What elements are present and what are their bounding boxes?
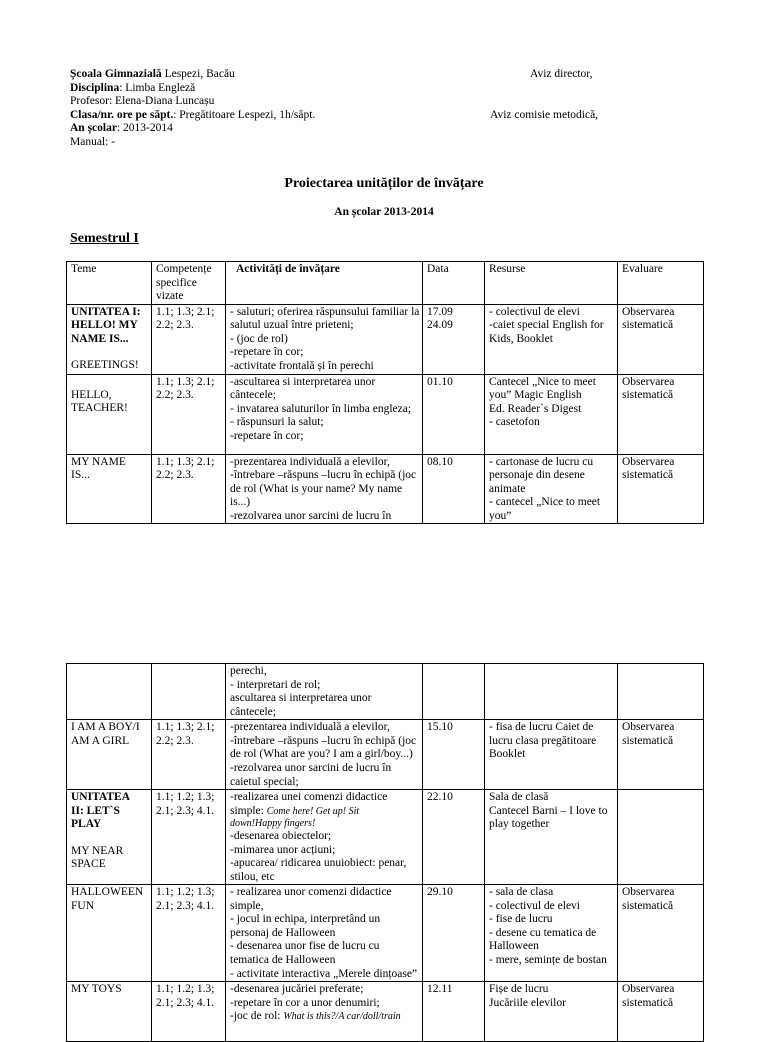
cell-evaluare: Observarea sistematică [618, 374, 704, 454]
cell-competente [152, 664, 226, 720]
cell-data: 15.10 [423, 720, 485, 790]
cell-activitati: -prezentarea individuală a elevilor, -întrebare –răspuns –lucru în echipă (joc de rol (What is your name? My name is...) -rezolvarea unor sarcini de lucru în [226, 454, 423, 524]
header-data: Data [423, 262, 485, 305]
document-title: Proiectarea unităților de învățare [284, 176, 484, 191]
table-row [67, 790, 704, 885]
cell-data: 01.10 [423, 374, 485, 454]
cell-activitati: -realizarea unei comenzi didactice simple: Come here! Get up! Sit down!Happy fingers! -desenarea obiectelor; -mimarea unor acțiuni; -apucarea/ ridicarea unuiobiect: penar, stilou, etc [226, 790, 423, 885]
header-class-line [70, 109, 710, 123]
cell-evaluare: Observarea sistematică [618, 885, 704, 982]
header-teme: Teme [67, 262, 152, 305]
director-approval: Aviz director, [530, 68, 593, 80]
cell-data: 08.10 [423, 454, 485, 524]
cell-teme: I AM A BOY/I AM A GIRL [67, 720, 152, 790]
cell-resurse [485, 664, 618, 720]
table-row [67, 982, 704, 1042]
table-row [67, 885, 704, 982]
cell-data: 17.09 24.09 [423, 304, 485, 374]
commission-approval: Aviz comisie metodică, [490, 108, 599, 121]
cell-activitati: -desenarea jucăriei preferate; -repetare în cor a unor denumiri; -joc de rol: What is this?/A car/doll/train [226, 982, 423, 1042]
discipline-value: : Limba Engleză [119, 81, 196, 94]
cell-competente: 1.1; 1.3; 2.1; 2.2; 2.3. [152, 304, 226, 374]
cell-activitati: -prezentarea individuală a elevilor, -întrebare –răspuns –lucru în echipă (joc de rol (What are you? I am a girl/boy...) -rezolvarea unor sarcini de lucru în caietul special; [226, 720, 423, 790]
table-row [67, 720, 704, 790]
school-label: Școala Gimnazială [70, 68, 162, 80]
header-competente: Competențe specifice vizate [152, 262, 226, 305]
cell-teme: MY TOYS [67, 982, 152, 1042]
cell-competente: 1.1; 1.2; 1.3; 2.1; 2.3; 4.1. [152, 982, 226, 1042]
cell-evaluare: Observarea sistematică [618, 304, 704, 374]
cell-competente: 1.1; 1.3; 2.1; 2.2; 2.3. [152, 454, 226, 524]
cell-data: 12.11 [423, 982, 485, 1042]
planning-table-part1 [66, 261, 704, 524]
cell-evaluare: Observarea sistematică [618, 982, 704, 1042]
cell-competente: 1.1; 1.2; 1.3; 2.1; 2.3; 4.1. [152, 790, 226, 885]
cell-teme: UNITATEA II: LET`S PLAY MY NEAR SPACE [67, 790, 152, 885]
header-teacher-line [70, 95, 710, 109]
cell-teme: HALLOWEEN FUN [67, 885, 152, 982]
cell-teme [67, 664, 152, 720]
cell-resurse: - colectivul de elevi -caiet special English for Kids, Booklet [485, 304, 618, 374]
cell-evaluare [618, 790, 704, 885]
cell-evaluare: Observarea sistematică [618, 454, 704, 524]
cell-teme: HELLO, TEACHER! [67, 374, 152, 454]
semester-heading: Semestrul I [70, 231, 139, 246]
class-value: : Pregătitoare Lespezi, 1h/săpt. [173, 108, 316, 121]
manual-label: Manual: - [70, 135, 116, 148]
cell-data [423, 664, 485, 720]
document-header [70, 68, 710, 149]
header-resurse: Resurse [485, 262, 618, 305]
table-row [67, 304, 704, 374]
header-evaluare: Evaluare [618, 262, 704, 305]
cell-resurse: Fișe de lucru Jucăriile elevilor [485, 982, 618, 1042]
teacher-value: Elena-Diana Luncașu [112, 95, 215, 107]
cell-data: 22.10 [423, 790, 485, 885]
cell-teme: MY NAME IS... [67, 454, 152, 524]
year-label: An școlar [70, 122, 117, 134]
cell-competente: 1.1; 1.2; 1.3; 2.1; 2.3; 4.1. [152, 885, 226, 982]
table-row [67, 664, 704, 720]
year-value: : 2013-2014 [116, 122, 173, 134]
cell-activitati: -ascultarea si interpretarea unor cântecele; - invatarea saluturilor în limba engleza; - răspunsuri la salut; -repetare în cor; [226, 374, 423, 454]
discipline-label: Disciplina [70, 81, 120, 94]
cell-teme: UNITATEA I: HELLO! MY NAME IS... GREETINGS! [67, 304, 152, 374]
cell-data: 29.10 [423, 885, 485, 982]
header-manual-line [70, 136, 710, 150]
cell-competente: 1.1; 1.3; 2.1; 2.2; 2.3. [152, 720, 226, 790]
document-subtitle: An școlar 2013-2014 [334, 206, 434, 218]
cell-resurse: Cantecel „Nice to meet you” Magic English Ed. Reader`s Digest - casetofon [485, 374, 618, 454]
header-discipline-line [70, 82, 710, 96]
table-row [67, 454, 704, 524]
cell-activitati: - realizarea unor comenzi didactice simple, - jocul in echipa, interpretând un personaj de Halloween - desenarea unor fise de lucru cu tematica de Halloween - activitate interactiva „Merele dințoase” [226, 885, 423, 982]
cell-resurse: - sala de clasa - colectivul de elevi - fise de lucru - desene cu tematica de Halloween - mere, semințe de bostan [485, 885, 618, 982]
header-year-line [70, 122, 710, 136]
cell-evaluare: Observarea sistematică [618, 720, 704, 790]
table-row [67, 374, 704, 454]
school-value: Lespezi, Bacău [161, 68, 235, 80]
cell-resurse: - fisa de lucru Caiet de lucru clasa pregătitoare Booklet [485, 720, 618, 790]
header-school-line [70, 68, 710, 82]
cell-activitati: - saluturi; oferirea răspunsului familiar la salutul uzual între prieteni; - (joc de rol) -repetare în cor; -activitate frontală și în perechi [226, 304, 423, 374]
header-activitati: Activități de învățare [226, 262, 423, 305]
planning-table-part2 [66, 663, 704, 1042]
cell-competente: 1.1; 1.3; 2.1; 2.2; 2.3. [152, 374, 226, 454]
class-label: Clasa/nr. ore pe săpt. [70, 108, 174, 121]
cell-activitati: perechi, - interpretari de rol; ascultarea si interpretarea unor cântecele; [226, 664, 423, 720]
table-header-row [67, 262, 704, 305]
cell-resurse: - cartonase de lucru cu personaje din desene animate - cantecel „Nice to meet you” [485, 454, 618, 524]
cell-evaluare [618, 664, 704, 720]
teacher-label: Profesor: [70, 95, 113, 107]
cell-resurse: Sala de clasă Cantecel Barni – I love to play together [485, 790, 618, 885]
